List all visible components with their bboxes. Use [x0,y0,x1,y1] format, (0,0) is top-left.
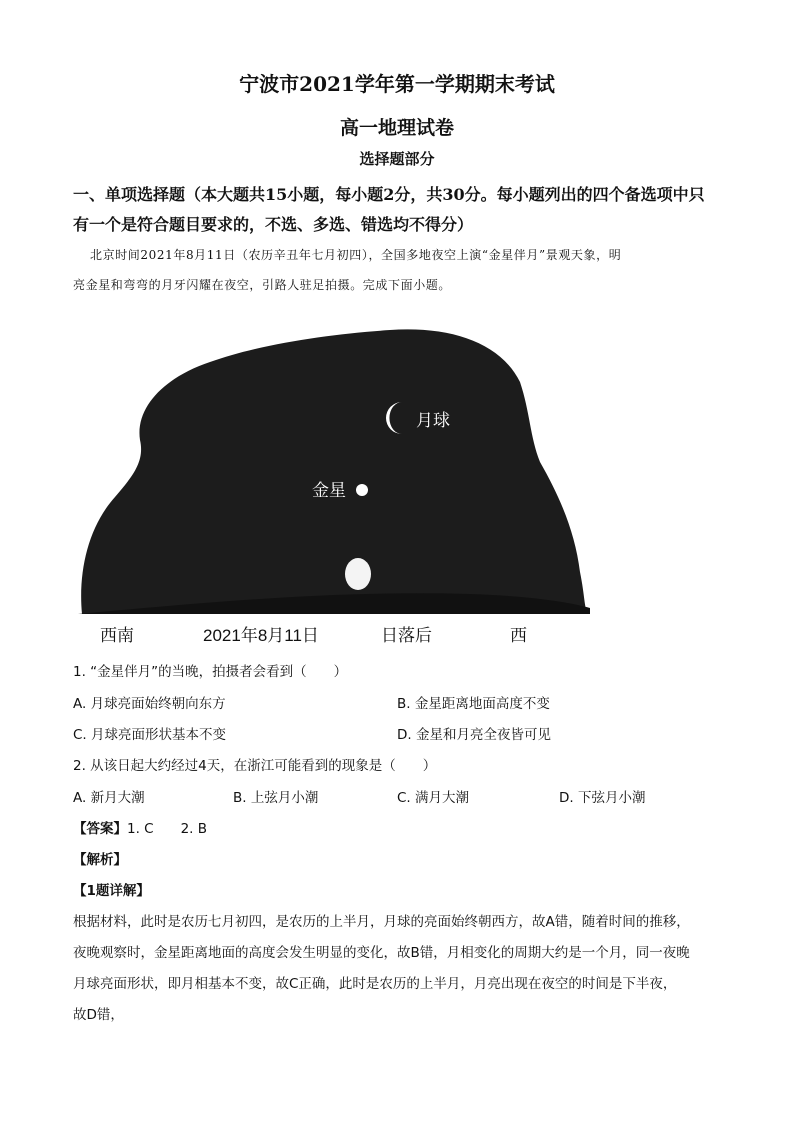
caption-time: 日落后 [381,626,432,645]
detail-line-4: 故D错， [73,1007,124,1023]
detail-line-3: 月球亮面形状，即月相基本不变，故C正确，此时是农历的上半月，月亮出现在夜空的时间是下半夜， [73,976,677,992]
venus-dot [356,484,368,496]
question-2-option-c: C. 满月大潮 [397,790,470,806]
question-1-option-c: C. 月球亮面形状基本不变 [73,727,227,743]
question-1-option-a: A. 月球亮面始终朝向东方 [73,696,226,712]
question-2-stem: 2. 从该日起大约经过4天，在浙江可能看到的现象是（ ） [73,758,437,774]
caption-direction-west: 西 [510,626,527,645]
detail-line-1: 根据材料，此时是农历七月初四，是农历的上半月，月球的亮面始终朝西方，故A错，随着时间的推移， [73,914,690,930]
venus-moon-photo [70,322,600,652]
detail-line-2: 夜晚观察时，金星距离地面的高度会发生明显的变化，故B错，月相变化的周期大约是一个月，同一夜晚 [73,945,690,961]
answer-tag: 【答案】 [73,821,127,837]
exam-title: 宁波市2021学年第一学期期末考试 [239,72,555,96]
intro-line-1: 北京时间2021年8月11日（农历辛丑年七月初四），全国多地夜空上演“金星伴月”景观天象，明 [90,248,622,262]
question-1-option-b: B. 金星距离地面高度不变 [397,696,550,712]
section-heading-line-2: 有一个是符合题目要求的，不选、多选、错选均不得分） [73,215,474,234]
caption-date: 2021年8月11日 [203,626,319,645]
exam-subtitle: 高一地理试卷 [339,117,454,139]
answer-line [73,817,207,837]
question-1-option-d: D. 金星和月亮全夜皆可见 [397,727,551,743]
section-heading-line-1: 一、单项选择题（本大题共15小题，每小题2分，共30分。每小题列出的四个备选项中只 [73,185,705,204]
sky-area [81,329,588,614]
night-sky-silhouette [70,322,600,652]
question-1-stem: 1. “金星伴月”的当晚，拍摄者会看到（ ） [73,664,348,680]
intro-line-2: 亮金星和弯弯的月牙闪耀在夜空，引路人驻足拍摄。完成下面小题。 [73,278,452,292]
streetlight-glow [345,558,371,590]
question-2-option-a: A. 新月大潮 [73,790,145,806]
question-2-option-d: D. 下弦月小潮 [559,790,646,806]
part-heading: 选择题部分 [359,150,435,168]
question-2-option-b: B. 上弦月小潮 [233,790,319,806]
venus-label: 金星 [312,481,346,500]
answer-text: 1. C 2. B [127,821,208,837]
moon-label: 月球 [416,411,450,430]
caption-direction-southwest: 西南 [100,626,134,645]
detail-tag: 【1题详解】 [73,883,150,899]
analysis-tag: 【解析】 [73,852,127,868]
